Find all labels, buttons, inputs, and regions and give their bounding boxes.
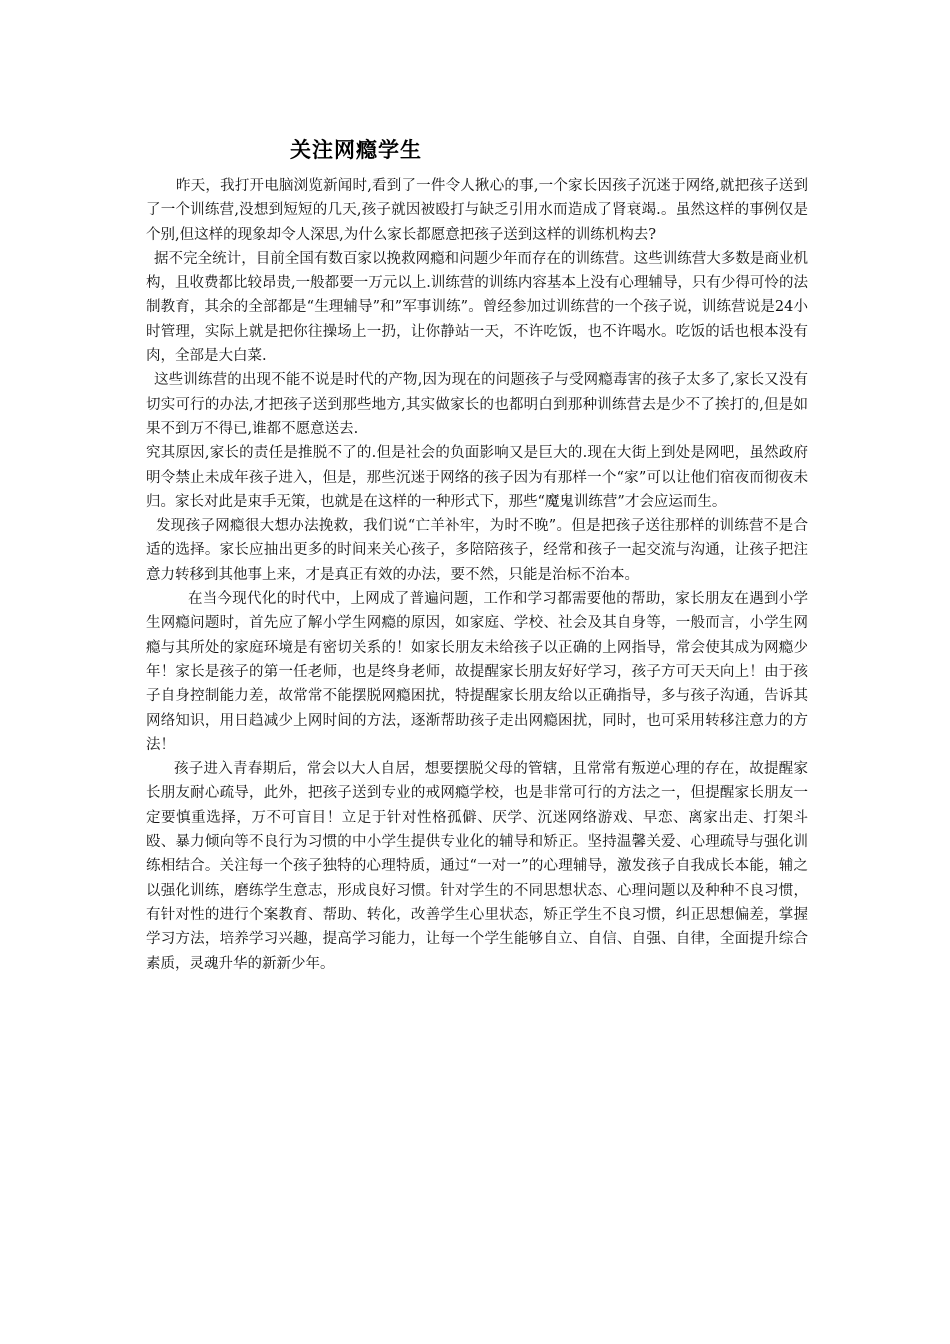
paragraph: 孩子进入青春期后，常会以大人自居，想要摆脱父母的管辖，且常常有叛逆心理的存在，故提醒家长朋友耐心疏导，此外，把孩子送到专业的戒网瘾学校，也是非常可行的方法之一，但提醒家长朋友一定要慎重选择，万不可盲目！立足于针对性格孤僻、厌学、沉迷网络游戏、早恋、离家出走、打架斗殴、暴力倾向等不良行为习惯的中小学生提供专业化的辅导和矫正。坚持温馨关爱、心理疏导与强化训练相结合。关注每一个孩子独特的心理特质，通过“一对一”的心理辅导，激发孩子自我成长本能，辅之以强化训练，磨练学生意志，形成良好习惯。针对学生的不同思想状态、心理问题以及种种不良习惯，有针对性的进行个案教育、帮助、转化，改善学生心里状态，矫正学生不良习惯，纠正思想偏差，掌握学习方法，培养学习兴趣，提高学习能力，让每一个学生能够自立、自信、自强、自律，全面提升综合素质，灵魂升华的新新少年。 (146, 761, 808, 972)
paragraph: 据不完全统计，目前全国有数百家以挽救网瘾和问题少年而存在的训练营。这些训练营大多数是商业机构，且收费都比较昂贵,一般都要一万元以上.训练营的训练内容基本上没有心理辅导，只有少得可怜的法制教育，其余的全部都是“生理辅导”和”军事训练”。曾经参加过训练营的一个孩子说，训练营说是24小时管理，实际上就是把你往操场上一扔，让你静站一天，不许吃饭，也不许喝水。吃饭的话也根本没有肉，全部是大白菜. (146, 250, 808, 365)
paragraph: 在当今现代化的时代中，上网成了普遍问题，工作和学习都需要他的帮助，家长朋友在遇到小学生网瘾问题时，首先应了解小学生网瘾的原因，如家庭、学校、社会及其自身等，一般而言，小学生网瘾与其所处的家庭环境是有密切关系的！如家长朋友未给孩子以正确的上网指导，常会使其成为网瘾少年！家长是孩子的第一任老师，也是终身老师，故提醒家长朋友好好学习，孩子方可天天向上！由于孩子自身控制能力差，故常常不能摆脱网瘾困扰，特提醒家长朋友给以正确指导，多与孩子沟通，告诉其网络知识，用日趋减少上网时间的方法，逐渐帮助孩子走出网瘾困扰，同时，也可采用转移注意力的方法！ (146, 591, 808, 753)
paragraph: 究其原因,家长的责任是推脱不了的.但是社会的负面影响又是巨大的.现在大街上到处是网吧，虽然政府明令禁止未成年孩子进入，但是，那些沉迷于网络的孩子因为有那样一个“家”可以让他们宿夜而彻夜未归。家长对此是束手无策，也就是在这样的一种形式下，那些“魔鬼训练营”才会应运而生。 (146, 445, 808, 510)
document-title: 关注网瘾学生 (290, 138, 422, 162)
paragraph: 这些训练营的出现不能不说是时代的产物,因为现在的问题孩子与受网瘾毒害的孩子太多了,家长又没有切实可行的办法,才把孩子送到那些地方,其实做家长的也都明白到那种训练营去是少不了挨打的,但是如果不到万不得已,谁都不愿意送去. (146, 372, 808, 437)
paragraph: 发现孩子网瘾很大想办法挽救，我们说“亡羊补牢，为时不晚”。但是把孩子送往那样的训练营不是合适的选择。家长应抽出更多的时间来关心孩子，多陪陪孩子，经常和孩子一起交流与沟通，让孩子把注意力转移到其他事上来，才是真正有效的办法，要不然，只能是治标不治本。 (146, 518, 808, 583)
document-body (146, 174, 808, 976)
paragraph: 昨天，我打开电脑浏览新闻时,看到了一件令人揪心的事,一个家长因孩子沉迷于网络,就把孩子送到了一个训练营,没想到短短的几天,孩子就因被殴打与缺乏引用水而造成了肾衰竭.。虽然这样的事例仅是个别,但这样的现象却令人深思,为什么家长都愿意把孩子送到这样的训练机构去? (146, 178, 808, 243)
